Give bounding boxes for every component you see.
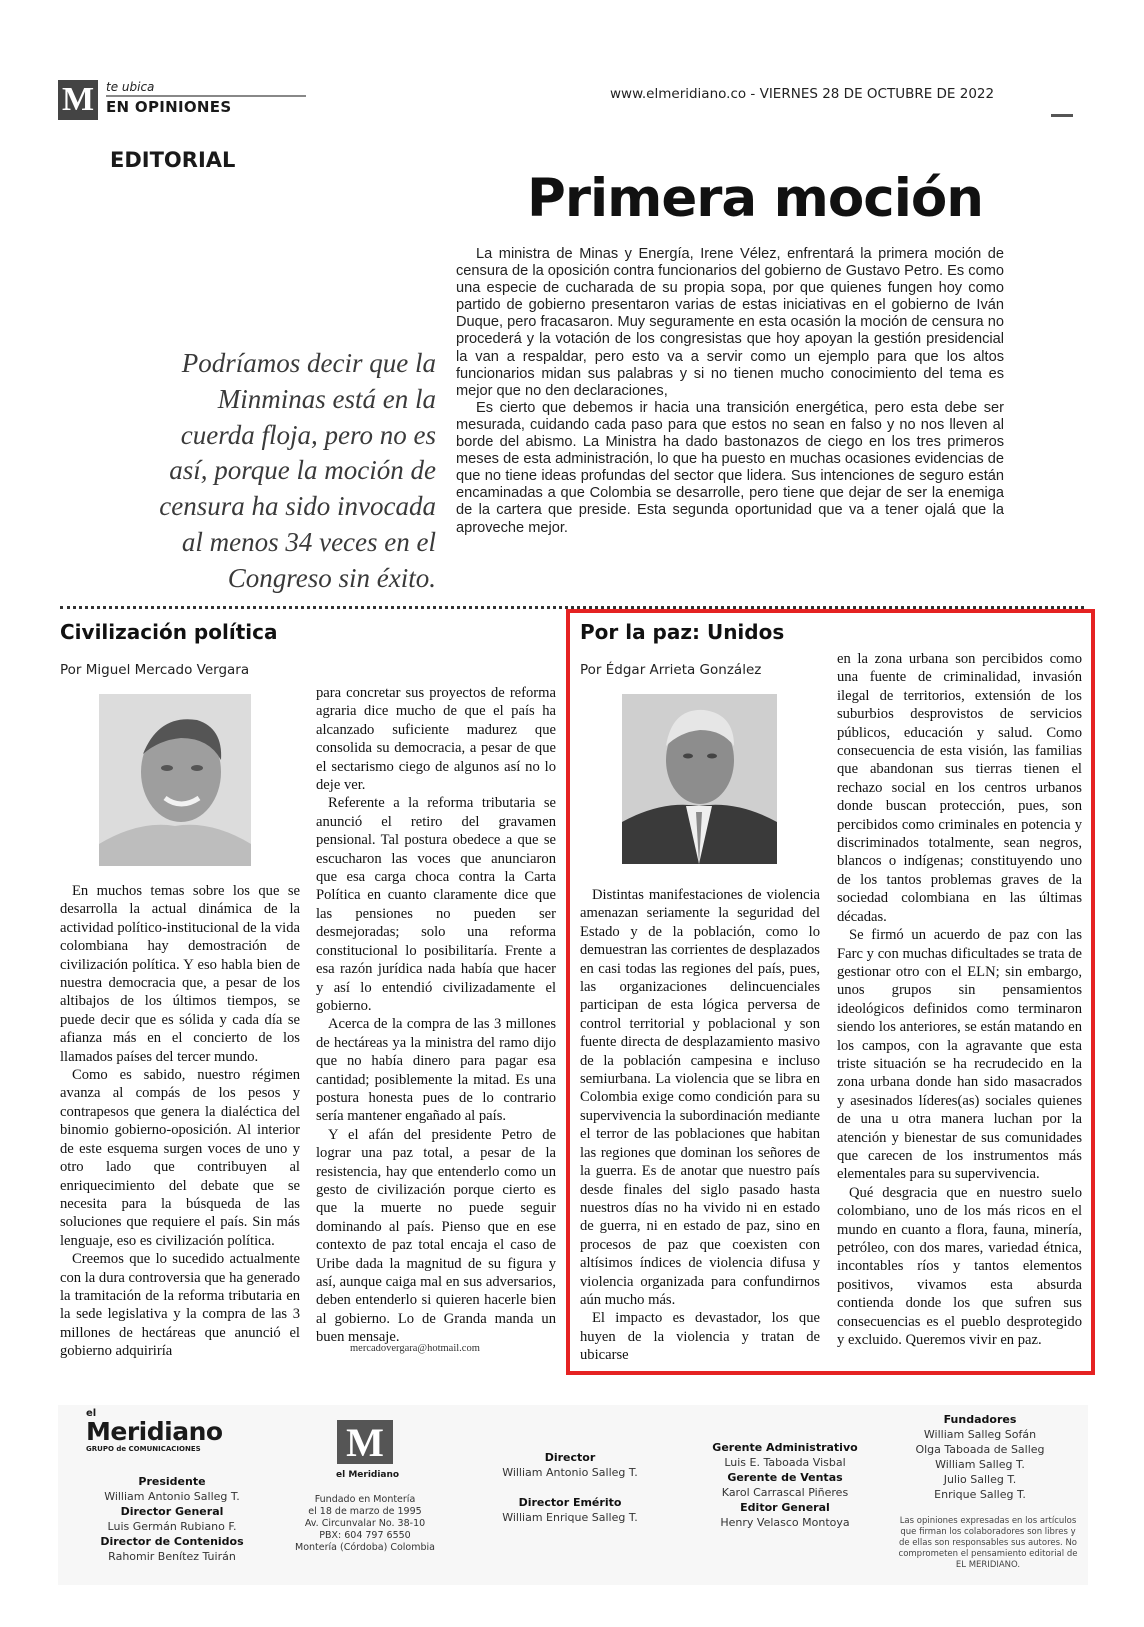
founding-line: Fundado en Montería [314, 1494, 416, 1505]
director-label: Director [544, 1451, 596, 1464]
meridiano-logo [86, 1408, 223, 1453]
section-title: EN OPINIONES [106, 98, 232, 116]
portrait-image [622, 694, 777, 864]
director-contenidos-label: Director de Contenidos [100, 1535, 244, 1548]
founder-name: Enrique Salleg T. [934, 1488, 1026, 1501]
editor-general-name: Henry Velasco Montoya [720, 1516, 850, 1529]
article-paragraph: Distintas manifestaciones de violencia amenazan seriamente la seguridad del Estado y de la población, como lo demuestran las corrientes de desplazados en casi todas las regiones del país, pues, las organizaciones delincuenciales participan de esta lógica perversa de control territorial y poblacional y son fuente directa de desplazamiento masivo de la población campesina e incluso semiurbana. La violencia que se libra en Colombia exige como condición para su supervivencia la subordinación mediante el terror de las poblaciones que habitan las regiones que dominan los señores de la guerra. Es de anotar que nuestro país desde finales del siglo pasado hasta nuestros días no ha vivido ni en estado de guerra, ni en estado de paz, sino en procesos de paz que coexisten con altísimos índices de violencia difusa y violencia organizada para confundirnos aún mucho más. [580, 887, 820, 1308]
founding-info [285, 1494, 445, 1554]
article-paragraph: Acerca de la compra de las 3 millones de hectáreas ya la ministra del ramo dijo que no había dinero para pagar esa cantidad; posiblemente la mitad. Es una postura honesta pues de lo contrario sería mantener engañado al país. [316, 1016, 556, 1125]
footer-m-logo: M [337, 1420, 393, 1464]
article-paragraph: para concretar sus proyectos de reforma agraria dice mucho de que el país ha alcanzado suficiente madurez que consolida su democracia, a pesar de que el sectarismo ciego de algunos así no lo deje ver. [316, 685, 556, 794]
page-marker [1051, 114, 1073, 117]
section-logo: M [58, 80, 98, 120]
founding-line: el 18 de marzo de 1995 [308, 1506, 422, 1517]
pullquote: Podríamos decir que la Minminas está en la cuerda floja, pero no es así, porque la moción de censura ha sido invocada al menos 34 veces en el Congreso sin éxito. [159, 348, 436, 593]
article-paragraph: Se firmó un acuerdo de paz con las Farc y con muchas dificultades se trata de gestionar otro con el ELN; sin embargo, unos grupos sin pensamientos ideológicos definidos como terminaron siendo los anteriores, se están matando en los campos, con la agravante que esta triste situación se ha recrudecido en la zona urbana donde han sido masacrados y asesinados líderes(as) sociales quienes de una u otra manera luchan por la atención y bienestar de sus comunidades que carecen de los instrumentos más elementales para su supervivencia. [837, 927, 1082, 1183]
article-paragraph: en la zona urbana son percibidos como una fuente de criminalidad, invasión ilegal de territorios, extensión de los suburbios desprovistos de servicios públicos, educación y salud. Como consecuencia de esta visión, las familias que abandonan sus tierras tienen el rechazo social en los centros urbanos donde buscan protección, pues, son percibidos como criminales en potencia y discriminados totalmente, sean negros, blancos o indígenas; constituyendo uno de los tantos problemas graves de la sociedad colombiana en las últimas décadas. [837, 651, 1082, 925]
founder-name: Julio Salleg T. [943, 1473, 1017, 1486]
founder-name: William Salleg T. [935, 1458, 1025, 1471]
address-line: Av. Circunvalar No. 38-10 [304, 1518, 426, 1529]
phone-line: PBX: 604 797 6550 [319, 1530, 411, 1541]
tagline: te ubica [106, 80, 155, 94]
article-paragraph: Y el afán del presidente Petro de lograr una paz total, a pesar de la resistencia, hay que entenderlo como un gesto de civilización porque cierto es que la muerte no puede seguir dominando al país. Pienso que en ese contexto de paz total encaja el caso de Uribe dada la magnitud de su figura y así, aunque caiga mal en sus adversarios, deben entenderlo si quieren hacerle bien al gobierno. Lo de Granda manda un buen mensaje. [316, 1126, 556, 1346]
logo-prefix: el [86, 1408, 97, 1419]
footer-leadership [72, 1474, 272, 1564]
column1-text-b [316, 684, 556, 1347]
footer-directors [490, 1450, 650, 1525]
article-paragraph: El impacto es devastador, los que huyen de la violencia y tratan de ubicarse [580, 1310, 820, 1364]
logo-subtitle: GRUPO de COMUNICACIONES [86, 1445, 201, 1453]
column1-text-a [60, 882, 300, 1361]
column2-text-b [837, 650, 1082, 1349]
article-paragraph: Qué desgracia que en nuestro suelo colombiano, uno de los más ricos en el mundo en cuanto a flora, fauna, minería, petróleo, con dos mares, variedad étnica, incontables ríos y tantos elementos positivos, vivamos esta absurda contienda donde los que sufren sus consecuencias es el pueblo desprotegido y excluido. Queremos vivir en paz. [837, 1184, 1082, 1349]
founder-name: Olga Taboada de Salleg [915, 1443, 1045, 1456]
editorial-label: EDITORIAL [110, 148, 236, 172]
gerente-ventas-label: Gerente de Ventas [727, 1471, 843, 1484]
editorial-paragraph: Es cierto que debemos ir hacia una transición energética, pero esta debe ser mesurada, cuidando cada paso para que estos no sean en falso y no nos lleven al borde del abismo. La Ministra ha dado bastonazos de ciego en los tres primeros meses de esta administración, lo que ha puesto en muchas ocasiones evidencias de que no tiene ideas profundas del sector que lidera. Sus intenciones de seguro están encaminadas a que Colombia se desarrolle, pero tiene que dejar de ser la enemiga de la cartera que preside. Esta segunda oportunidad que va a tener ojalá que la aproveche mejor. [456, 399, 1004, 536]
author-photo-mercado [99, 694, 251, 866]
editorial-body [456, 246, 1004, 537]
city-line: Montería (Córdoba) Colombia [295, 1542, 435, 1553]
director-name: William Antonio Salleg T. [502, 1466, 638, 1479]
footer-disclaimer: Las opiniones expresadas en los artículos que firman los colaboradores son libres y de ellas son responsables sus autores. No comprometen el pensamiento editorial de EL MERIDIANO. [898, 1516, 1078, 1570]
fundadores-label: Fundadores [943, 1413, 1017, 1426]
founder-name: William Salleg Sofán [923, 1428, 1037, 1441]
editorial-paragraph: La ministra de Minas y Energía, Irene Vélez, enfrentará la primera moción de censura de la oposición contra funcionarios del gobierno de Gustavo Petro. Es como una especie de cucharada de su propia sopa, por que quienes fungen hoy como partido de gobierno presentaron varias de estas iniciativas en el gobierno de Iván Duque, pero fracasaron. Muy seguramente en esta ocasión la moción de censura no procederá y la votación de los congresistas que hoy apoyan la gestión presidencial la van a respaldar, pero esto va a servir como un ejemplo para que los altos funcionarios midan sus palabras y si no tienen mucho conocimiento del tema es mejor que no den declaraciones, [456, 246, 1004, 399]
director-contenidos-name: Rahomir Benítez Tuirán [108, 1550, 236, 1563]
header-rule [106, 95, 306, 97]
presidente-name: William Antonio Salleg T. [104, 1490, 240, 1503]
column1-title: Civilización política [60, 620, 278, 644]
director-emerito-label: Director Emérito [518, 1496, 622, 1509]
site-and-date: www.elmeridiano.co - VIERNES 28 DE OCTUBRE DE 2022 [610, 86, 995, 102]
footer-founders [900, 1412, 1060, 1502]
director-general-label: Director General [120, 1505, 224, 1518]
article-paragraph: Referente a la reforma tributaria se anunció el retiro del gravamen pensional. Tal postura obedece a que se escucharon las voces que anunciaron que esa carga choca contra la Carta Política en cuanto claramente dice que las pensiones no pueden ser desmejoradas; solo una reforma constitucional lo posibilitaría. Frente a esa razón jurídica nada había que hacer y así lo entendió civilizadamente el gobierno. [316, 795, 556, 1014]
director-general-name: Luis Germán Rubiano F. [107, 1520, 237, 1533]
footer-management [695, 1440, 875, 1530]
article-paragraph: Como es sabido, nuestro régimen avanza al compás de los pesos y contrapesos que genera la dialéctica del binomio gobierno-oposición. Al interior de este esquema surgen voces de uno y otro lado que contribuyen al enriquecimiento del debate que se necesita para la búsqueda de las soluciones que requiere el país. Sin más lenguaje, eso es civilización política. [60, 1067, 300, 1249]
gerente-admin-label: Gerente Administrativo [712, 1441, 858, 1454]
editorial-headline: Primera moción [526, 168, 984, 229]
footer-m-logo-caption: el Meridiano [336, 1470, 400, 1480]
gerente-admin-name: Luis E. Taboada Visbal [724, 1456, 846, 1469]
author-email[interactable]: mercadovergara@hotmail.com [350, 1343, 480, 1354]
column2-text-a [580, 886, 820, 1365]
portrait-image [99, 694, 251, 866]
logo-wordmark: Meridiano [86, 1417, 223, 1446]
column2-title: Por la paz: Unidos [580, 620, 785, 644]
gerente-ventas-name: Karol Carrascal Piñeres [721, 1486, 849, 1499]
author-photo-arrieta [622, 694, 777, 864]
presidente-label: Presidente [138, 1475, 206, 1488]
director-emerito-name: William Enrique Salleg T. [502, 1511, 638, 1524]
article-paragraph: En muchos temas sobre los que se desarrolla la actual dinámica de la actividad político-institucional de la vida colombiana hay demostración de civilización política. Y eso habla bien de nuestra democracia que, a pesar de los altibajos de los últimos tiempos, se puede decir que es sólida y cada día se afianza más en el concierto de los llamados países del tercer mundo. [60, 883, 300, 1065]
editor-general-label: Editor General [740, 1501, 830, 1514]
column2-byline: Por Édgar Arrieta González [580, 662, 762, 678]
column1-byline: Por Miguel Mercado Vergara [60, 662, 250, 678]
article-paragraph: Creemos que lo sucedido actualmente con la dura controversia que ha generado la tramitación de la reforma tributaria en la sede legislativa y la compra de las 3 millones de hectáreas que anunció el gobierno adquiriría [60, 1251, 300, 1360]
